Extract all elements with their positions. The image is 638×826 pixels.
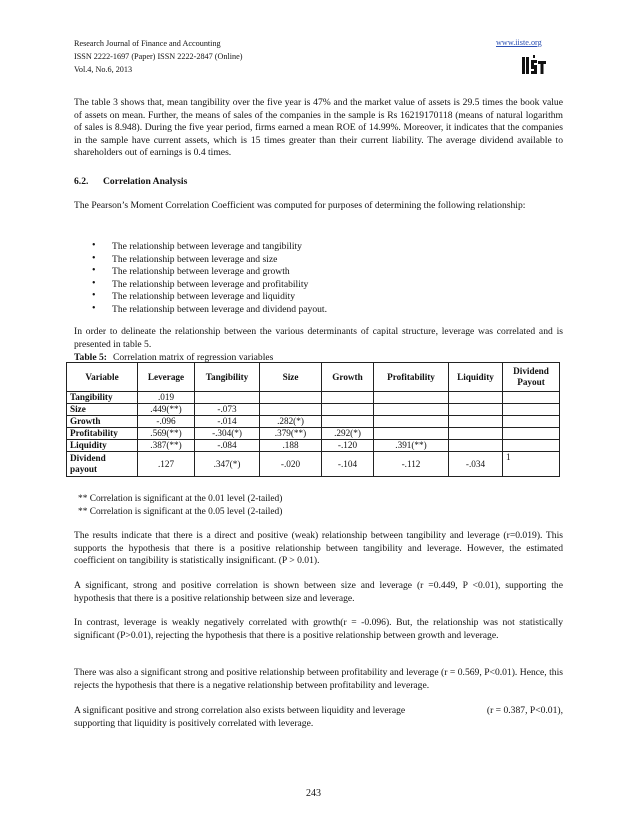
column-header: Variable [67, 363, 138, 392]
table-header-row [67, 363, 560, 392]
table-cell: -.014 [195, 416, 260, 428]
column-header: Size [260, 363, 322, 392]
results-paragraph: The results indicate that there is a direct and positive (weak) relationship between tangibility and leverage (r=0.019). This supports the hypothesis that there is a positive relationship between tangibility and leverage. However, the estimated coefficient on tangibility is statistically insignificant. (P > 0.01). [74, 530, 563, 567]
section-title: Correlation Analysis [103, 176, 188, 187]
table-cell: -.073 [195, 404, 260, 416]
table-cell: .347(*) [195, 452, 260, 477]
table-caption-label: Table 5: [74, 352, 107, 363]
list-item: • The relationship between leverage and dividend payout. [92, 304, 327, 317]
table-cell: .387(**) [138, 440, 195, 452]
column-header: Leverage [138, 363, 195, 392]
column-header: Dividend Payout [503, 363, 560, 392]
table-cell: -.304(*) [195, 428, 260, 440]
table-cell: -.104 [322, 452, 374, 477]
table-cell [503, 416, 560, 428]
table-cell [322, 416, 374, 428]
table-cell [449, 416, 503, 428]
column-header: Growth [322, 363, 374, 392]
issn-line: ISSN 2222-1697 (Paper) ISSN 2222-2847 (Online) [74, 52, 243, 61]
results-text: A significant positive and strong correlation also exists between liquidity and leverage [74, 705, 406, 716]
table-cell [374, 404, 449, 416]
results-text: supporting that liquidity is positively correlated with leverage. [74, 717, 314, 729]
table-cell: .569(**) [138, 428, 195, 440]
table-cell [322, 392, 374, 404]
list-item: • The relationship between leverage and size [92, 254, 327, 267]
table-cell: -.120 [322, 440, 374, 452]
table-row [67, 452, 560, 477]
table-cell [374, 416, 449, 428]
table-row [67, 416, 560, 428]
table-cell: .282(*) [260, 416, 322, 428]
table-row [67, 392, 560, 404]
column-header: Tangibility [195, 363, 260, 392]
table-cell: .379(**) [260, 428, 322, 440]
table-cell: -.112 [374, 452, 449, 477]
results-paragraph [74, 705, 563, 730]
delineate-paragraph: In order to delineate the relationship between the various determinants of capital structure, leverage was correlated and is presented in table 5. [74, 326, 563, 350]
row-label: Tangibility [67, 392, 138, 404]
results-paragraph: A significant, strong and positive correlation is shown between size and leverage (r =0.449, P <0.01), supporting the hypothesis that there is a positive relationship between size and leverage. [74, 580, 563, 604]
pearson-paragraph: The Pearson’s Moment Correlation Coefficient was computed for purposes of determining the following relationship: [74, 200, 526, 211]
table-cell [503, 392, 560, 404]
row-label: Profitability [67, 428, 138, 440]
correlation-table [66, 362, 560, 477]
significance-note: ** Correlation is significant at the 0.05 level (2-tailed) [78, 507, 283, 517]
table-cell: -.020 [260, 452, 322, 477]
list-item: • The relationship between leverage and profitability [92, 279, 327, 292]
table-cell: .391(**) [374, 440, 449, 452]
table-cell [503, 440, 560, 452]
table-cell [374, 428, 449, 440]
list-item: • The relationship between leverage and liquidity [92, 291, 327, 304]
row-label: Dividend payout [67, 452, 138, 477]
section-heading [74, 176, 187, 187]
table-cell: -.034 [449, 452, 503, 477]
journal-title: Research Journal of Finance and Accounting [74, 39, 221, 48]
relationship-list [92, 241, 327, 316]
list-item: • The relationship between leverage and growth [92, 266, 327, 279]
results-text: (r = 0.387, P<0.01), [486, 705, 563, 716]
table-row [67, 440, 560, 452]
table-cell [503, 428, 560, 440]
table-cell [449, 440, 503, 452]
column-header: Profitability [374, 363, 449, 392]
row-label: Growth [67, 416, 138, 428]
row-label: Size [67, 404, 138, 416]
table-cell [322, 404, 374, 416]
table-caption-text: Correlation matrix of regression variables [112, 352, 274, 363]
page-number: 243 [306, 788, 321, 799]
table-cell: .449(**) [138, 404, 195, 416]
row-label: Liquidity [67, 440, 138, 452]
journal-url-link[interactable]: www.iiste.org [496, 38, 542, 47]
table-cell [260, 392, 322, 404]
table-cell [503, 404, 560, 416]
table-row [67, 404, 560, 416]
table-row [67, 428, 560, 440]
volume-line: Vol.4, No.6, 2013 [74, 65, 133, 74]
significance-note: ** Correlation is significant at the 0.01 level (2-tailed) [78, 494, 283, 504]
results-paragraph: In contrast, leverage is weakly negatively correlated with growth(r = -0.096). But, the relationship was not statistically significant (P>0.01), rejecting the hypothesis that there is a positive relationship between growth and leverage. [74, 617, 563, 641]
section-number: 6.2. [74, 176, 89, 187]
intro-paragraph: The table 3 shows that, mean tangibility over the five year is 47% and the market value of assets is 29.5 times the book value of assets on mean. Further, the means of sales of the companies in the sample is Rs 16219170118 (means of natural logarithm of sales is 8.948). During the five year period, firms earned a mean ROE of 14.99%. Moreover, it indicates that the companies in the sample have current assets, which is 15 times greater than their current liability. The average dividend available to shareholders out of earnings is 0.4 times. [74, 97, 563, 159]
table-cell: .019 [138, 392, 195, 404]
table-cell: -.096 [138, 416, 195, 428]
table-cell: -.084 [195, 440, 260, 452]
table-cell: .292(*) [322, 428, 374, 440]
table-cell [449, 404, 503, 416]
table-cell: .188 [260, 440, 322, 452]
table-cell [449, 392, 503, 404]
table-cell [260, 404, 322, 416]
table-cell [195, 392, 260, 404]
iiste-logo [521, 55, 547, 76]
table-cell: 1 [503, 452, 560, 477]
column-header: Liquidity [449, 363, 503, 392]
table-cell: .127 [138, 452, 195, 477]
results-paragraph: There was also a significant strong and positive relationship between profitability and leverage (r = 0.569, P<0.01). Hence, this rejects the hypothesis that there is a negative relationship between profitability and leverage. [74, 667, 563, 691]
list-item: • The relationship between leverage and tangibility [92, 241, 327, 254]
table-cell [449, 428, 503, 440]
table-cell [374, 392, 449, 404]
